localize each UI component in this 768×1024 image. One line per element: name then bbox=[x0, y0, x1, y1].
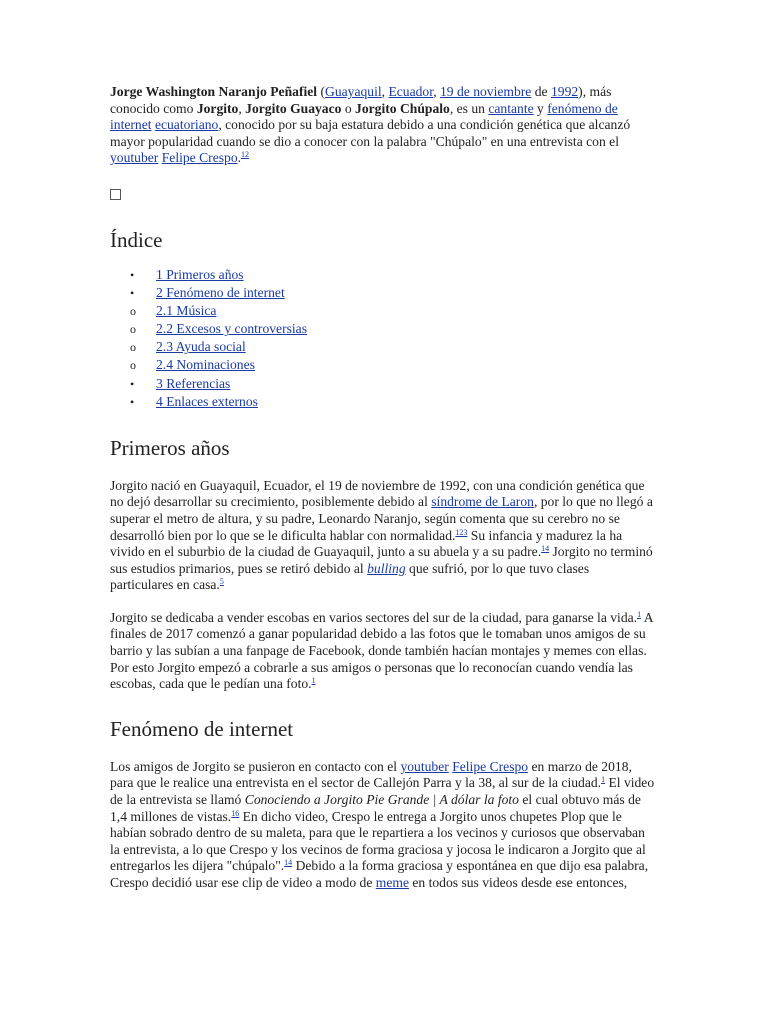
primeros-paragraph-1 bbox=[110, 478, 655, 594]
reference-link[interactable]: 14 bbox=[541, 544, 550, 554]
toc-subitem bbox=[110, 357, 655, 375]
video-title: Conociendo a Jorgito Pie Grande | A dólar la foto bbox=[244, 792, 519, 808]
text: o bbox=[341, 100, 356, 116]
text: de bbox=[531, 84, 551, 99]
text: Debido a la forma graciosa y espontánea en que dijo esa palabra, Crespo decidió usar ese clip de video a modo de bbox=[110, 858, 649, 890]
link-birth-date[interactable]: 19 de noviembre bbox=[439, 84, 532, 99]
sub-bullet: o bbox=[130, 340, 136, 355]
text: Jorgito no terminó sus estudios primarios, pues se retiró debido al bbox=[110, 544, 653, 576]
text: Jorgito nació en Guayaquil, Ecuador, el 19 de noviembre de 1992, con una condición genética que no dejó desarrollar su crecimiento, posiblemente debido al bbox=[110, 477, 645, 510]
link-bulling[interactable] bbox=[367, 561, 406, 576]
sub-bullet: o bbox=[130, 304, 136, 319]
text: , bbox=[238, 100, 246, 116]
text: ), más conocido como bbox=[110, 84, 612, 116]
text: , bbox=[433, 84, 440, 99]
reference-link[interactable]: 12 bbox=[241, 150, 250, 160]
text: el cual obtuvo más de 1,4 millones de vistas. bbox=[110, 792, 641, 824]
bullet: • bbox=[130, 267, 135, 282]
reference-link[interactable]: 1 bbox=[601, 775, 606, 785]
toc-link-excesos[interactable]: 2.2 Excesos y controversias bbox=[156, 321, 308, 337]
link-birth-year[interactable]: 1992 bbox=[550, 84, 579, 99]
reference-link[interactable]: 1 bbox=[637, 609, 642, 619]
text: y bbox=[533, 100, 548, 116]
link-meme[interactable]: meme bbox=[375, 875, 409, 890]
link-cantante[interactable]: cantante bbox=[488, 100, 534, 116]
reference-link[interactable]: 1 bbox=[311, 676, 316, 686]
reference-link[interactable]: 16 bbox=[231, 808, 240, 818]
section-heading-primeros-anos: Primeros años bbox=[110, 435, 230, 460]
text: Los amigos de Jorgito se pusieron en contacto con el bbox=[110, 758, 401, 774]
text: , conocido por su baja estatura debido a una condición genética que alcanzó mayor popularidad cuando se dio a conocer con la palabra "Chúpalo" en una entrevista con el bbox=[110, 117, 631, 149]
toc-subitem bbox=[110, 339, 655, 357]
toc-link-primeros-anos[interactable]: 1 Primeros años bbox=[156, 266, 244, 282]
primeros-paragraph-2 bbox=[110, 610, 655, 693]
toc-link-enlaces-externos[interactable]: 4 Enlaces externos bbox=[156, 393, 258, 409]
link-youtuber[interactable]: youtuber bbox=[110, 150, 159, 166]
link-ecuador[interactable]: Ecuador bbox=[388, 84, 434, 99]
text: El video de la entrevista se llamó bbox=[110, 775, 655, 808]
fenomeno-paragraph-1 bbox=[110, 759, 655, 892]
link-ecuatoriano[interactable]: ecuatoriano bbox=[154, 117, 219, 133]
text: Jorgito se dedicaba a vender escobas en varios sectores del sur de la ciudad, para ganarse la vida. bbox=[110, 609, 638, 625]
toc-link-referencias[interactable]: 3 Referencias bbox=[156, 375, 231, 391]
text: ( bbox=[317, 84, 325, 99]
reference-link[interactable]: 14 bbox=[284, 858, 293, 868]
bullet: • bbox=[130, 286, 135, 301]
toc-heading: Índice bbox=[110, 227, 163, 252]
toc-item bbox=[110, 394, 655, 412]
link-youtuber[interactable]: youtuber bbox=[400, 758, 449, 774]
alias: Jorgito Guayaco bbox=[245, 100, 342, 116]
toc-item bbox=[110, 376, 655, 394]
text: , bbox=[381, 84, 389, 99]
article-content bbox=[110, 84, 655, 892]
toc-link-musica[interactable]: 2.1 Música bbox=[156, 303, 217, 319]
toc-item bbox=[110, 285, 655, 303]
text: En dicho video, Crespo le entrega a Jorgito unos chupetes Plop que le habían sobrado dentro de su maleta, para que le repartiera a los vecinos y curiosos que observaban la entrevista, a lo que Crespo y los vecinos de forma graciosa y jocosa le indicaron a Jorgito que al entregarlos les dijera "chúpalo". bbox=[110, 808, 646, 874]
section-heading-fenomeno-internet: Fenómeno de internet bbox=[110, 716, 294, 741]
text: en marzo de 2018, para que le realice una entrevista en el sector de Callejón Parra y la 38, al sur de la ciudad. bbox=[110, 758, 632, 791]
toc-item bbox=[110, 267, 655, 285]
text: , por lo que no llegó a superar el metro de altura, y su padre, Leonardo Naranjo, según comenta que su cerebro no se desarrolló bien por lo que se le dificulta hablar con normalidad. bbox=[110, 494, 653, 543]
reference-link[interactable]: 5 bbox=[219, 577, 224, 587]
subject-name: Jorge Washington Naranjo Peñafiel bbox=[110, 84, 318, 99]
toc-link-nominaciones[interactable]: 2.4 Nominaciones bbox=[156, 357, 255, 373]
reference-link[interactable]: 123 bbox=[455, 527, 468, 537]
toc-link-ayuda-social[interactable]: 2.3 Ayuda social bbox=[156, 339, 246, 355]
toc-toggle-checkbox[interactable] bbox=[110, 189, 121, 200]
toc-link-fenomeno-internet[interactable]: 2 Fenómeno de internet bbox=[156, 285, 285, 301]
link-guayaquil[interactable]: Guayaquil bbox=[325, 84, 382, 99]
text: , es un bbox=[449, 100, 489, 116]
link-text: bulling bbox=[367, 560, 406, 576]
text: Su infancia y madurez la ha vivido en el suburbio de la ciudad de Guayaquil, junto a su abuela y a su padre. bbox=[110, 527, 623, 560]
bullet: • bbox=[130, 394, 135, 409]
sub-bullet: o bbox=[130, 322, 136, 337]
table-of-contents bbox=[110, 267, 655, 412]
alias: Jorgito Chúpalo bbox=[355, 100, 450, 116]
link-fenomeno-internet[interactable]: fenómeno de internet bbox=[110, 100, 618, 133]
link-felipe-crespo[interactable]: Felipe Crespo bbox=[161, 150, 238, 166]
text: . bbox=[237, 150, 242, 166]
toc-subitem bbox=[110, 303, 655, 321]
intro-paragraph bbox=[110, 84, 655, 167]
text: que sufrió, por lo que tuvo clases particulares en casa. bbox=[110, 560, 590, 593]
text: en todos sus videos desde ese entonces, bbox=[408, 875, 628, 890]
bullet: • bbox=[130, 376, 135, 391]
link-felipe-crespo[interactable]: Felipe Crespo bbox=[452, 758, 529, 774]
link-sindrome-laron[interactable]: síndrome de Laron bbox=[431, 494, 534, 510]
sub-bullet: o bbox=[130, 358, 136, 373]
alias: Jorgito bbox=[196, 100, 239, 116]
toc-subitem bbox=[110, 321, 655, 339]
text: A finales de 2017 comenzó a ganar popularidad debido a las fotos que le tomaban unos amigos de su barrio y las subían a una fanpage de Facebook, donde también hacían montajes y memes con ellas. Por esto Jorgito empezó a cobrarle a sus amigos o personas que lo reconocían cuando vendía las escobas, cada que le pedían una foto. bbox=[110, 609, 653, 692]
